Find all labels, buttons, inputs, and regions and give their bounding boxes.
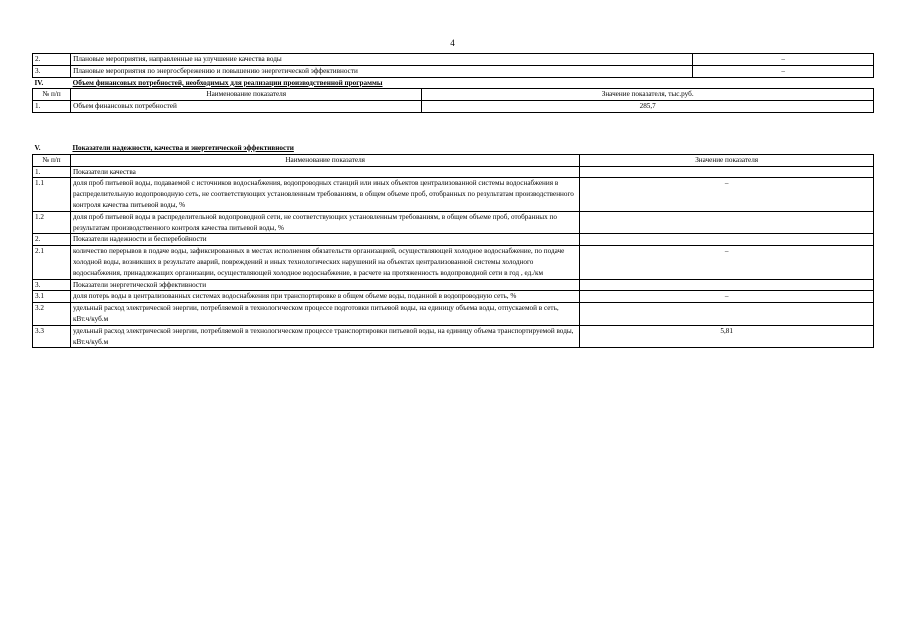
section-number: IV. <box>33 77 71 89</box>
row-name: Показатели качества <box>70 166 579 178</box>
row-value: – <box>693 54 874 66</box>
row-name: удельный расход электрической энергии, потребляемой в технологическом процессе транспортировки питьевой воды, на единицу объема транспортируемой воды, кВт.ч/куб.м <box>70 325 579 348</box>
row-name: удельный расход электрической энергии, потребляемой в технологическом процессе подготовки питьевой воды, на единицу объема воды, отпускаемой в сеть, кВт.ч/куб.м <box>70 303 579 326</box>
table-row <box>33 178 874 211</box>
table-header-row <box>33 154 874 166</box>
row-number: 3.1 <box>33 291 71 303</box>
row-value: – <box>580 178 874 211</box>
indicators-table <box>32 143 874 348</box>
row-name: доля проб питьевой воды в распределительной водопроводной сети, не соответствующих установленным требованиям, в общем объеме проб, отобранных по результатам производственного контроля качества питьевой воды, % <box>70 211 579 234</box>
table-row <box>33 101 874 113</box>
table-row <box>33 166 874 178</box>
table-row <box>33 291 874 303</box>
table-row <box>33 65 874 77</box>
table-row <box>33 246 874 279</box>
row-number: 1. <box>33 101 71 113</box>
section-title: Объем финансовых потребностей, необходимых для реализации производственной программы <box>71 77 874 89</box>
row-value <box>580 303 874 326</box>
header-number: № п/п <box>33 154 71 166</box>
row-name: количество перерывов в подаче воды, зафиксированных в местах исполнения обязательств организацией, осуществляющей холодное водоснабжение, по подаче холодной воды, возникших в результате аварий, повреждений и иных технологических нарушений на объектах централизованной системы холодного водоснабжения, принадлежащих организации, осуществляющей холодное водоснабжение, в расчете на протяженность водопроводной сети в год , ед./км <box>70 246 579 279</box>
section-number: V. <box>33 143 71 154</box>
header-value: Значение показателя <box>580 154 874 166</box>
table-row <box>33 303 874 326</box>
section-title: Показатели надежности, качества и энергетической эффективности <box>70 143 873 154</box>
row-number: 3. <box>33 279 71 291</box>
table-row <box>33 325 874 348</box>
row-number: 2. <box>33 54 71 66</box>
row-value: 285,7 <box>422 101 874 113</box>
row-number: 1.2 <box>33 211 71 234</box>
page-number: 4 <box>450 38 455 48</box>
row-number: 1. <box>33 166 71 178</box>
row-number: 2. <box>33 234 71 246</box>
row-value <box>580 234 874 246</box>
row-name: Показатели надежности и бесперебойности <box>70 234 579 246</box>
row-name: доля проб питьевой воды, подаваемой с источников водоснабжения, водопроводных станций или иных объектов централизованной системы водоснабжения в распределительную водопроводную сеть, не соответствующих установленным требованиям, в общем объеме проб, отобранных по результатам производственного контроля качества питьевой воды, % <box>70 178 579 211</box>
row-value: – <box>580 246 874 279</box>
table-header-row <box>33 89 874 101</box>
row-number: 3. <box>33 65 71 77</box>
section-heading-row <box>33 143 874 154</box>
row-value: – <box>693 65 874 77</box>
row-value: – <box>580 291 874 303</box>
row-value <box>580 166 874 178</box>
row-number: 3.3 <box>33 325 71 348</box>
row-name: Объем финансовых потребностей <box>71 101 422 113</box>
row-number: 2.1 <box>33 246 71 279</box>
row-value <box>580 279 874 291</box>
header-name: Наименование показателя <box>70 154 579 166</box>
table-row <box>33 279 874 291</box>
row-number: 1.1 <box>33 178 71 211</box>
row-name: доля потерь воды в централизованных системах водоснабжения при транспортировке в общем объеме воды, поданной в водопроводную сеть, % <box>70 291 579 303</box>
row-number: 3.2 <box>33 303 71 326</box>
header-number: № п/п <box>33 89 71 101</box>
table-row <box>33 211 874 234</box>
table-row <box>33 234 874 246</box>
row-name: Плановые мероприятия по энергосбережению и повышению энергетической эффективности <box>71 65 693 77</box>
section-heading-row <box>33 77 874 89</box>
header-name: Наименование показателя <box>71 89 422 101</box>
header-value: Значение показателя, тыс.руб. <box>422 89 874 101</box>
row-name: Плановые мероприятия, направленные на улучшение качества воды <box>71 54 693 66</box>
financial-table <box>32 53 874 113</box>
row-value: 5,81 <box>580 325 874 348</box>
table-row <box>33 54 874 66</box>
row-value <box>580 211 874 234</box>
row-name: Показатели энергетической эффективности <box>70 279 579 291</box>
